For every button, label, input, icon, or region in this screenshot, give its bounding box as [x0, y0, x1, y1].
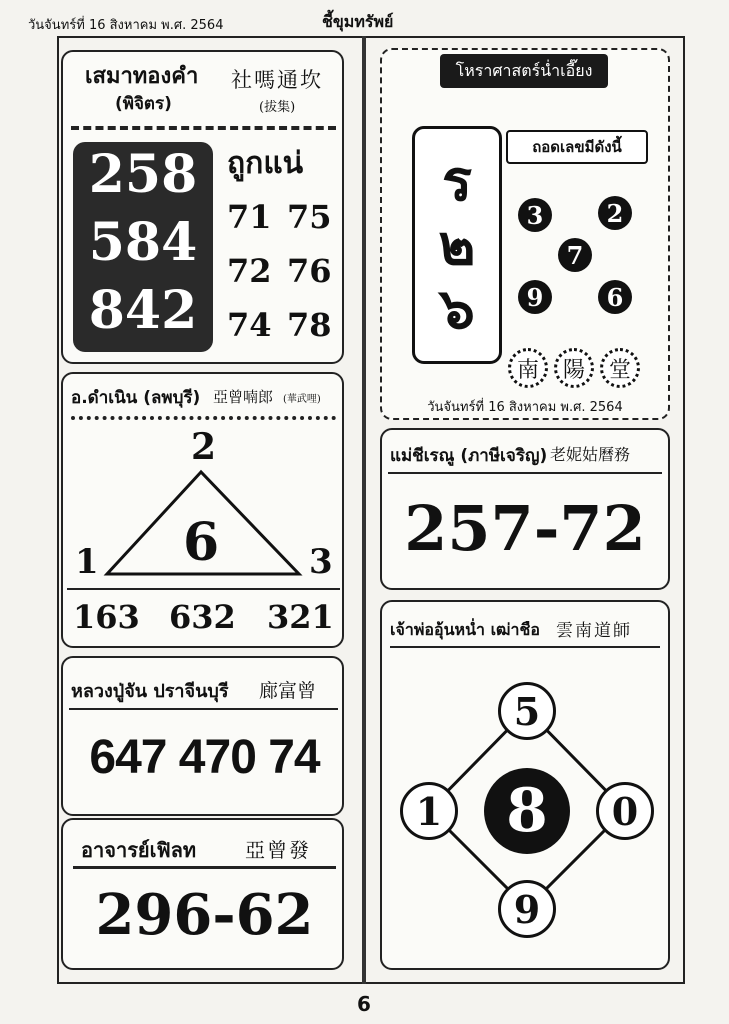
box-chaopho: [380, 600, 670, 970]
box-semataongkham: [61, 50, 344, 364]
box-chinese-sub: (華武哩): [283, 394, 321, 405]
divider: [73, 866, 336, 869]
header-date: วันจันทร์ที่ 16 สิงหาคม พ.ศ. 2564: [28, 18, 224, 33]
column-divider: [362, 36, 366, 984]
big-number-3: 842: [88, 280, 198, 341]
box-title: อ.ดำเนิน (ลพบุรี): [71, 388, 201, 408]
dashed-divider: [71, 126, 336, 130]
decode-label: ถอดเลขมีดังนี้: [506, 130, 648, 164]
box-subtitle: (พิจิตร): [115, 94, 172, 114]
digit-9: 9: [518, 280, 552, 314]
box-title: แม่ชีเรณู (ภาษีเจริญ): [390, 446, 548, 466]
big-number-2: 584: [88, 212, 198, 273]
pair-1b: 75: [287, 198, 332, 236]
numbers-display: 296-62: [95, 882, 314, 948]
numbers-display: 647 470 74: [89, 731, 320, 784]
triangle-top-number: 2: [191, 426, 217, 468]
page-number: 6: [357, 992, 371, 1016]
pair-1a: 71: [227, 198, 272, 236]
box-luangpu: [61, 656, 344, 816]
box-title: อาจารย์เฟิลท: [81, 838, 197, 862]
digit-2: 2: [598, 196, 632, 230]
box-title: เจ้าพ่ออุ้นหน่ำ เฒ่าชือ: [390, 620, 540, 639]
pair-2b: 76: [287, 252, 332, 290]
pair-3a: 74: [227, 306, 272, 344]
box-chinese: 老妮姑曆務: [550, 445, 631, 464]
box-chinese: 亞曾發: [245, 838, 311, 862]
diamond-center-number: 8: [484, 768, 570, 854]
diamond-left-number: 1: [400, 782, 458, 840]
seal-2: 陽: [554, 348, 594, 388]
box-horasat: [380, 48, 670, 420]
box-title: โหราศาสตร์น่ำเอี๊ยง: [440, 54, 608, 88]
big-numbers-panel: [73, 142, 213, 352]
pair-3b: 78: [287, 306, 332, 344]
box-title: เสมาทองคำ: [85, 64, 199, 89]
digit-3: 3: [518, 198, 552, 232]
label-sure: ถูกแน่: [227, 146, 304, 181]
script-glyph: ร๒๖: [438, 148, 476, 342]
diamond-top-number: 5: [498, 682, 556, 740]
box-title: หลวงปู่จัน ปราจีนบุรี: [71, 681, 229, 702]
big-number-1: 258: [88, 144, 198, 205]
diamond-bottom-number: 9: [498, 880, 556, 938]
box-chinese-sub: (拔集): [259, 100, 296, 115]
box-chinese: 雲南道師: [556, 621, 632, 641]
seal-3: 堂: [600, 348, 640, 388]
divider: [67, 588, 340, 590]
script-panel: [412, 126, 502, 364]
triple-2: 632: [169, 598, 236, 636]
triangle-left-number: 1: [75, 542, 99, 582]
triangle-center-number: 6: [183, 512, 220, 573]
triangle-right-number: 3: [309, 542, 333, 582]
divider: [69, 708, 338, 710]
digit-7: 7: [558, 238, 592, 272]
box-chinese: 亞曾喃郎: [213, 388, 274, 406]
diamond-right-number: 0: [596, 782, 654, 840]
divider: [388, 472, 662, 474]
triple-3: 321: [267, 598, 334, 636]
triple-1: 163: [73, 598, 140, 636]
digit-6: 6: [598, 280, 632, 314]
box-date: วันจันทร์ที่ 16 สิงหาคม พ.ศ. 2564: [427, 400, 623, 415]
box-chinese: 社嗎通坎: [231, 68, 323, 92]
seal-1: 南: [508, 348, 548, 388]
header-logo: ชี้ขุมทรัพย์: [322, 12, 394, 31]
box-achan: [61, 818, 344, 970]
box-maechi: [380, 428, 670, 590]
pair-2a: 72: [227, 252, 272, 290]
box-chinese: 廊富曾: [259, 680, 317, 702]
box-damnoen: [61, 372, 344, 648]
numbers-display: 257-72: [404, 492, 646, 565]
